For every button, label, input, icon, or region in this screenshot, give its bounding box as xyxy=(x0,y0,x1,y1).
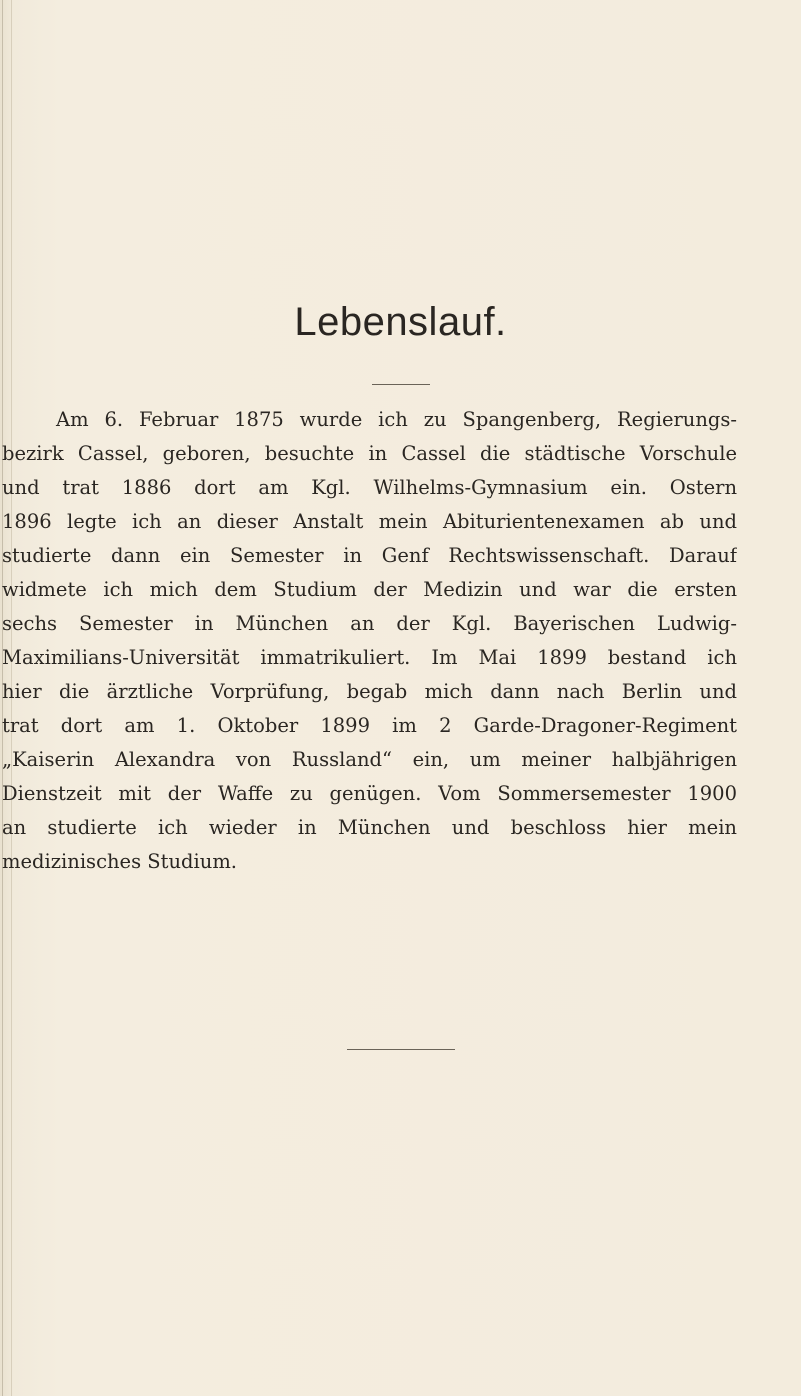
document-title: Lebenslauf. xyxy=(294,300,507,344)
text-line: sechs Semester in München an der Kgl. Bayerischen Ludwig- xyxy=(2,612,737,635)
text-line: widmete ich mich dem Studium der Medizin und war die ersten xyxy=(2,578,737,601)
text-line: hier die ärztliche Vorprüfung, begab mich dann nach Berlin und xyxy=(2,680,737,703)
title-divider-rule xyxy=(372,384,430,385)
text-line: „Kaiserin Alexandra von Russland“ ein, um meiner halbjährigen xyxy=(2,748,737,771)
text-line: medizinisches Studium. xyxy=(2,850,238,873)
text-line: studierte dann ein Semester in Genf Rechtswissenschaft. Darauf xyxy=(2,544,737,567)
text-line: 1896 legte ich an dieser Anstalt mein Abiturientenexamen ab und xyxy=(2,510,737,533)
text-line: Am 6. Februar 1875 wurde ich zu Spangenberg, Regierungs- xyxy=(56,408,737,431)
text-line: und trat 1886 dort am Kgl. Wilhelms-Gymnasium ein. Ostern xyxy=(2,476,737,499)
text-line: Dienstzeit mit der Waffe zu genügen. Vom Sommersemester 1900 xyxy=(2,782,737,805)
biography-paragraph xyxy=(2,403,737,879)
text-line: an studierte ich wieder in München und beschloss hier mein xyxy=(2,816,737,839)
text-line: bezirk Cassel, geboren, besuchte in Cassel die städtische Vorschule xyxy=(2,442,737,465)
end-divider-rule xyxy=(347,1049,455,1050)
text-line: Maximilians-Universität immatrikuliert. Im Mai 1899 bestand ich xyxy=(2,646,737,669)
text-line: trat dort am 1. Oktober 1899 im 2 Garde-Dragoner-Regiment xyxy=(2,714,737,737)
